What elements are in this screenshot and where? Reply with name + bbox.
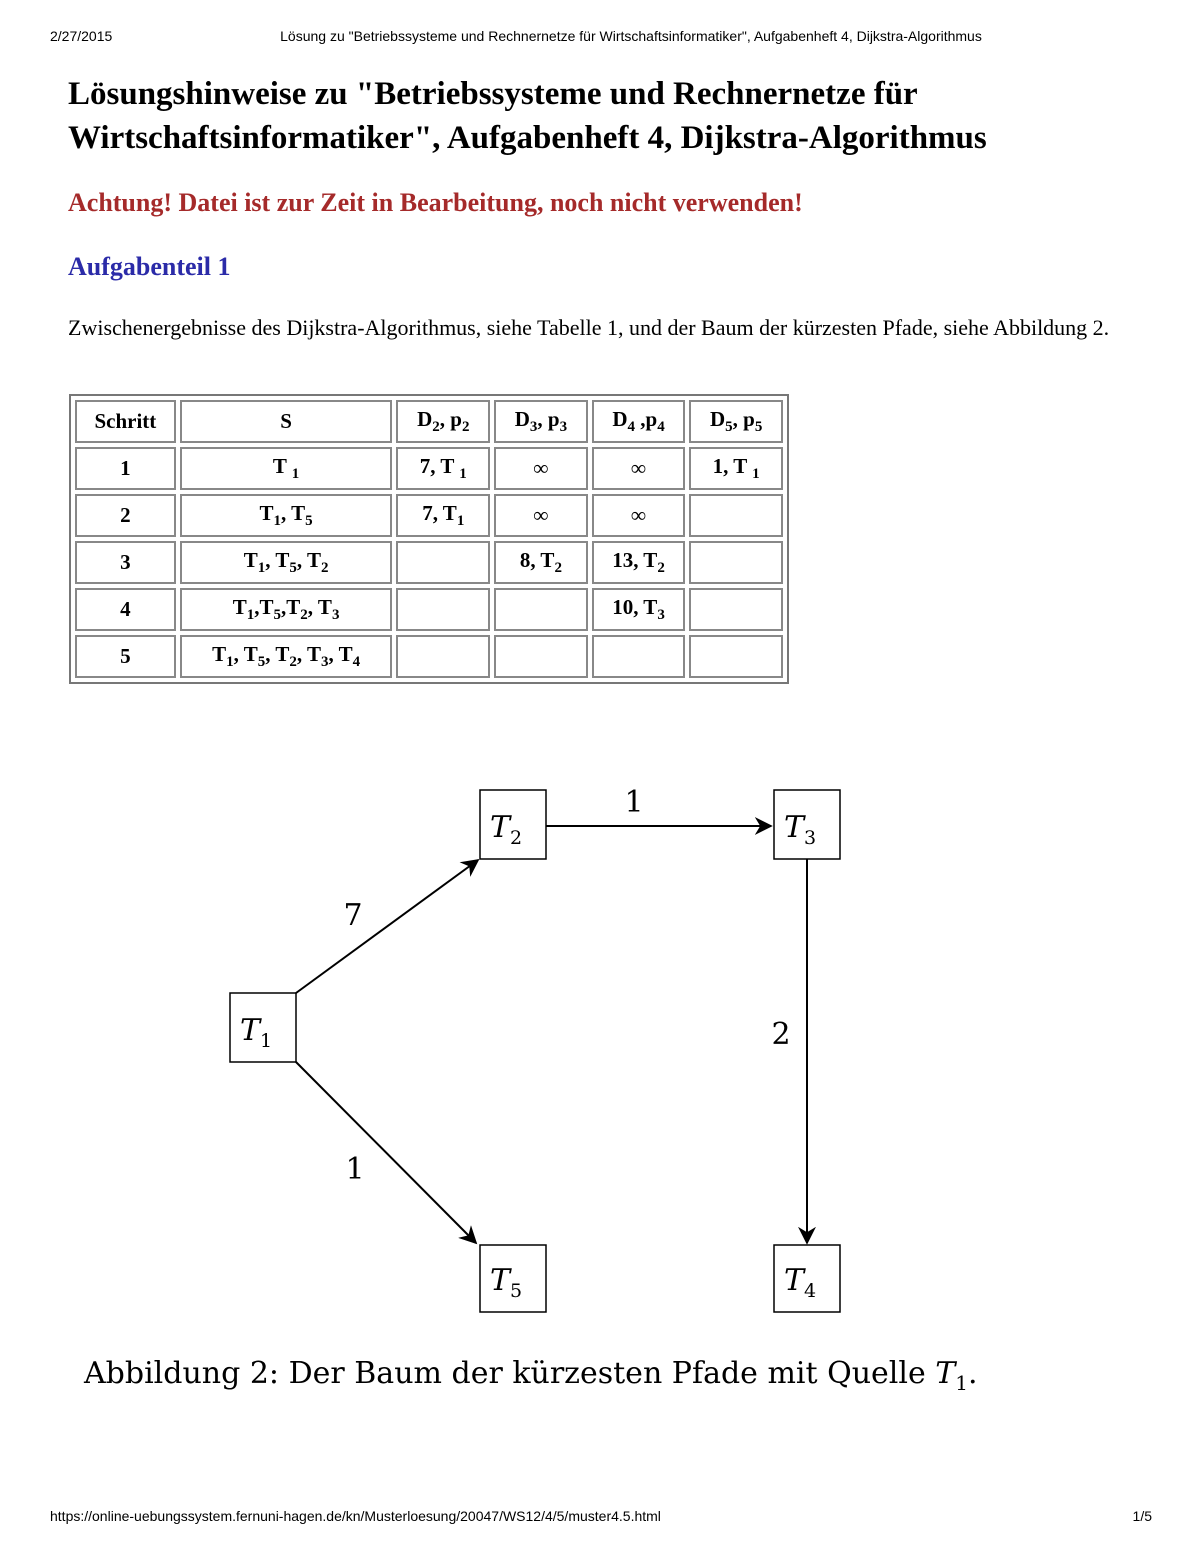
svg-text:T3: $T_3$: [783, 810, 817, 849]
table-cell: [689, 494, 783, 537]
node-t5: [480, 1245, 546, 1312]
table-cell: [396, 588, 490, 631]
node-t1: [230, 993, 296, 1062]
table-cell: [689, 588, 783, 631]
table-row: [75, 494, 783, 537]
table-row: [75, 447, 783, 490]
page-title: Lösungshinweise zu "Betriebssysteme und Rechnernetze für Wirtschaftsinformatiker", Aufgabenheft 4, Dijkstra-Algorithmus: [68, 76, 987, 156]
table-cell: ∞: [494, 494, 588, 537]
table-cell: ∞: [494, 447, 588, 490]
intro-paragraph: Zwischenergebnisse des Dijkstra-Algorithmus, siehe Tabelle 1, und der Baum der kürzesten Pfade, siehe Abbildung 2.: [68, 315, 1110, 340]
table-cell: 8, $T_2$: [494, 541, 588, 584]
table-cell: 7, $T_1$: [396, 494, 490, 537]
node-t3: [774, 790, 840, 859]
edge-weight-label: 7: [343, 898, 363, 933]
col-header-d5: $D_5$, $p_5$: [689, 400, 783, 443]
warning-text: Achtung! Datei ist zur Zeit in Bearbeitung, noch nicht verwenden!: [68, 188, 803, 217]
edge-t1-t2: [296, 860, 478, 993]
table-cell: ∞: [592, 494, 686, 537]
table-cell: T $_1$: [180, 447, 393, 490]
table-cell: [592, 635, 686, 678]
results-table: [69, 394, 789, 684]
table-cell: [689, 635, 783, 678]
print-header: [50, 28, 1152, 48]
table-row: [75, 541, 783, 584]
table-cell: 1: [75, 447, 176, 490]
shortest-path-tree-diagram: [0, 760, 1200, 1360]
table-cell: 10, $T_3$: [592, 588, 686, 631]
table-cell: $T_1,T_5,T_2$, $T_3$: [180, 588, 393, 631]
col-header-s: S: [180, 400, 393, 443]
node-t2: [480, 790, 546, 859]
svg-text:T4: $T_4$: [783, 1263, 817, 1302]
table-header-row: [75, 400, 783, 443]
table-cell: [494, 588, 588, 631]
table-cell: 3: [75, 541, 176, 584]
table-cell: $T_1$, $T_5$, $T_2$, $T_3$, $T_4$: [180, 635, 393, 678]
table-cell: 1, T $_1$: [689, 447, 783, 490]
svg-text:T1: $T_1$: [239, 1013, 273, 1052]
table-cell: 5: [75, 635, 176, 678]
table-cell: ∞: [592, 447, 686, 490]
table-cell: 7, T $_1$: [396, 447, 490, 490]
table-cell: $T_1$, $T_5$: [180, 494, 393, 537]
figure-caption: Abbildung 2: Der Baum der kürzesten Pfade mit Quelle $T_1$.: [84, 1356, 978, 1395]
print-doc-title: Lösung zu "Betriebssysteme und Rechnernetze für Wirtschaftsinformatiker", Aufgabenheft 4, Dijkstra-Algorithmus: [280, 28, 982, 44]
table-cell: [689, 541, 783, 584]
table-cell: [396, 541, 490, 584]
section-heading: Aufgabenteil 1: [68, 252, 231, 281]
svg-text:T2: $T_2$: [489, 810, 523, 849]
table-cell: $T_1$, $T_5$, $T_2$: [180, 541, 393, 584]
col-header-d2: $D_2$, $p_2$: [396, 400, 490, 443]
node-t4: [774, 1245, 840, 1312]
print-footer: [50, 1508, 1152, 1528]
col-header-d3: $D_3$, $p_3$: [494, 400, 588, 443]
table-cell: [494, 635, 588, 678]
table-row: [75, 635, 783, 678]
col-header-d4: $D_4$ $,p_4$: [592, 400, 686, 443]
table-cell: 2: [75, 494, 176, 537]
table-row: [75, 588, 783, 631]
col-header-step: Schritt: [75, 400, 176, 443]
svg-text:T5: $T_5$: [489, 1263, 523, 1302]
edge-weight-label: 1: [345, 1152, 365, 1187]
print-date: 2/27/2015: [50, 28, 113, 44]
footer-url: https://online-uebungssystem.fernuni-hagen.de/kn/Musterloesung/20047/WS12/4/5/muster4.5.html: [50, 1508, 661, 1524]
table-cell: 4: [75, 588, 176, 631]
table-cell: 13, $T_2$: [592, 541, 686, 584]
edge-weight-label: 2: [771, 1017, 791, 1052]
page-number: 1/5: [1132, 1508, 1152, 1524]
edge-weight-label: 1: [624, 785, 644, 820]
edge-t1-t5: [296, 1062, 476, 1243]
table-cell: [396, 635, 490, 678]
